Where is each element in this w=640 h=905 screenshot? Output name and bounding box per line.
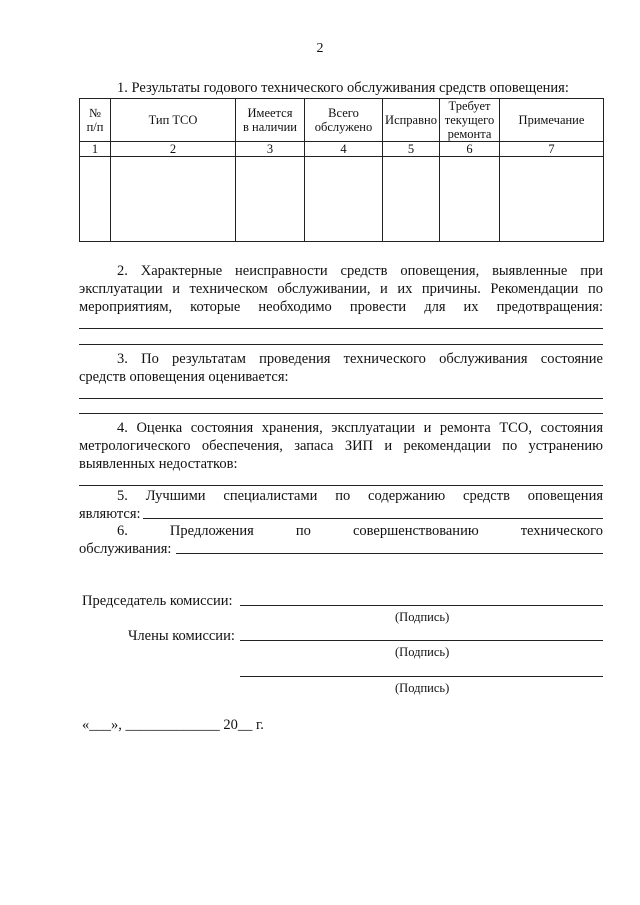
table-empty-row[interactable]: [80, 157, 604, 242]
header-cell-number: № п/п: [80, 99, 111, 142]
day-blank[interactable]: ___: [89, 717, 111, 733]
section5-line2: являются:: [79, 506, 141, 522]
section3-line2: средств оповещения оценивается:: [79, 369, 289, 385]
column-number: 5: [383, 142, 440, 157]
section6-line1: 6. Предложения по совершенствованию технического: [117, 523, 603, 539]
column-number: 4: [305, 142, 383, 157]
answer-line[interactable]: [143, 518, 603, 519]
section5-line1: 5. Лучшими специалистами по содержанию средств оповещения: [117, 488, 603, 504]
column-number-row: [80, 142, 604, 157]
table-header-row: [80, 99, 604, 142]
answer-line[interactable]: [79, 398, 603, 399]
results-table: [79, 98, 604, 242]
signature-caption: (Подпись): [395, 645, 450, 659]
table-cell[interactable]: [236, 157, 305, 242]
section2-line2: эксплуатации и техническом обслуживании, и их причины. Рекомендации по: [79, 281, 603, 297]
table-cell[interactable]: [500, 157, 604, 242]
month-blank[interactable]: _____________: [125, 717, 220, 733]
answer-line[interactable]: [79, 328, 603, 329]
section1-title: 1. Результаты годового технического обслуживания средств оповещения:: [117, 80, 569, 96]
column-number: 7: [500, 142, 604, 157]
section2-line1: 2. Характерные неисправности средств оповещения, выявленные при: [117, 263, 603, 279]
section4-line2: метрологического обеспечения, запаса ЗИП и рекомендации по устранению: [79, 438, 603, 454]
year-suffix: г.: [256, 717, 264, 733]
section4-line1: 4. Оценка состояния хранения, эксплуатации и ремонта ТСО, состояния: [117, 420, 603, 436]
header-cell-available: Имеется в наличии: [236, 99, 305, 142]
table-cell[interactable]: [383, 157, 440, 242]
section4-line3: выявленных недостатков:: [79, 456, 238, 472]
chairman-signature-line[interactable]: [240, 605, 603, 606]
section3-line1: 3. По результатам проведения технического обслуживания состояние: [117, 351, 603, 367]
member-signature-line[interactable]: [240, 640, 603, 641]
year-blank[interactable]: __: [237, 717, 253, 733]
answer-line[interactable]: [176, 553, 603, 554]
column-number: 2: [111, 142, 236, 157]
header-cell-needs-repair: Требует текущего ремонта: [440, 99, 500, 142]
answer-line[interactable]: [79, 413, 603, 414]
chairman-label: Председатель комиссии:: [82, 593, 233, 609]
column-number: 3: [236, 142, 305, 157]
members-label: Члены комиссии:: [128, 628, 235, 644]
close-quote: »: [111, 717, 119, 733]
section2-line3: мероприятиям, которые необходимо провести для их предотвращения:: [79, 299, 603, 315]
page-number: 2: [316, 41, 324, 56]
table-cell[interactable]: [111, 157, 236, 242]
header-cell-working: Исправно: [383, 99, 440, 142]
signature-caption: (Подпись): [395, 681, 450, 695]
column-number: 6: [440, 142, 500, 157]
member-signature-line[interactable]: [240, 676, 603, 677]
table-cell[interactable]: [305, 157, 383, 242]
header-cell-type: Тип ТСО: [111, 99, 236, 142]
header-cell-notes: Примечание: [500, 99, 604, 142]
table-cell[interactable]: [80, 157, 111, 242]
column-number: 1: [80, 142, 111, 157]
section6-line2: обслуживания:: [79, 541, 172, 557]
header-cell-serviced: Всего обслужено: [305, 99, 383, 142]
answer-line[interactable]: [79, 344, 603, 345]
year-prefix: 20: [223, 717, 238, 733]
table-cell[interactable]: [440, 157, 500, 242]
date-line[interactable]: [82, 716, 264, 734]
open-quote: «: [82, 717, 90, 733]
answer-line[interactable]: [79, 485, 603, 486]
signature-caption: (Подпись): [395, 610, 450, 624]
date-separator: ,: [118, 717, 122, 733]
